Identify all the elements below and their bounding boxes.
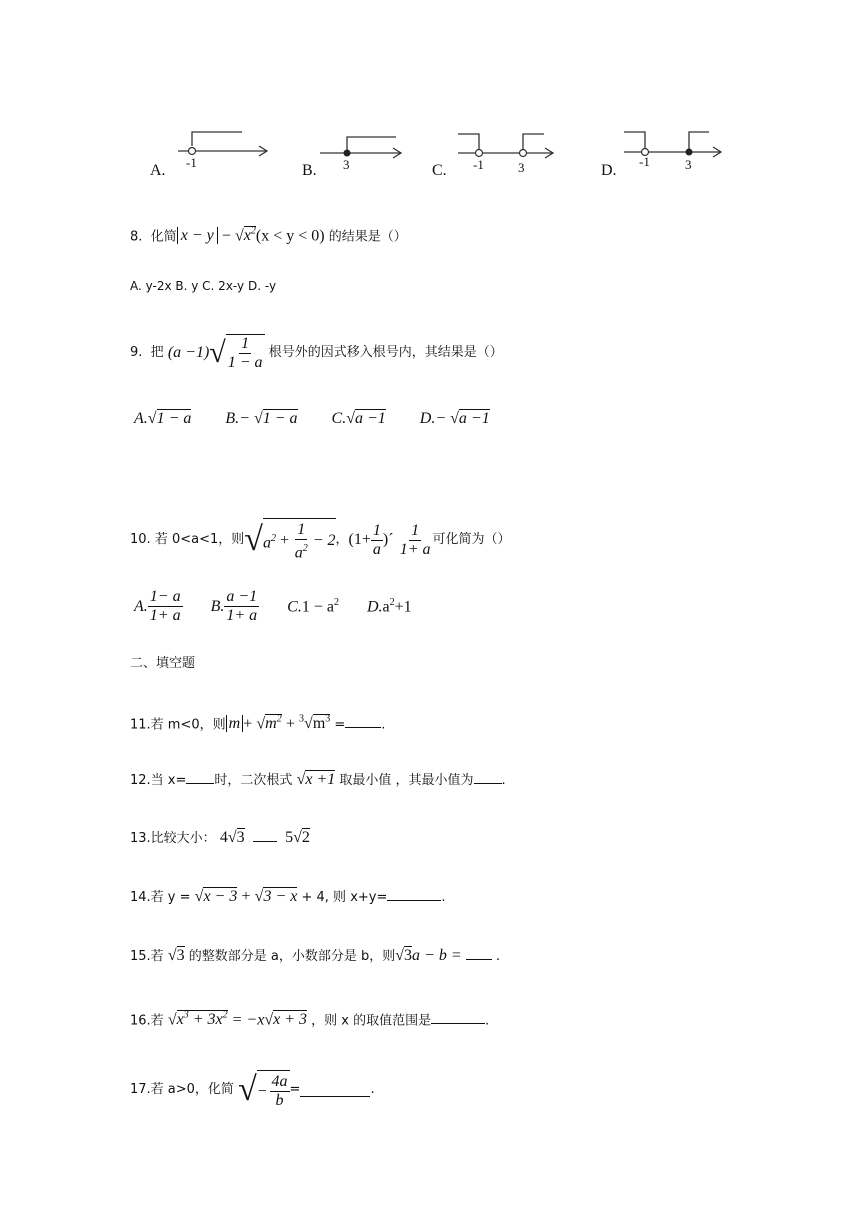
option-c-tick-1: -1 [473, 157, 484, 172]
answer-blank[interactable] [466, 946, 492, 960]
question-13: 13.比较大小： 4√3 5√2 [130, 829, 310, 846]
option-c-label: C. [432, 162, 447, 179]
question-10: 10. 若 0<a<1，则 √ $a^2$ + $\frac{1}{a^2}$ − 2 ， (1+ $\frac{1}{a}$ )´ $\frac{1}{1+ a}$ 可化简为（） [130, 515, 511, 565]
answer-blank-min[interactable] [474, 770, 502, 784]
factor: (a −1) [167, 344, 210, 361]
option-b: B. $\frac{a -1}{1+ a}$ [210, 588, 258, 624]
answer-blank[interactable] [253, 828, 277, 842]
question-17: 17.若 a>0，化简 √ − $\frac{4a}{b}$ = . [130, 1071, 375, 1109]
question-9-options [134, 410, 490, 428]
option-a: A.√1 − a [134, 410, 192, 427]
question-8-options: A. y-2x B. y C. 2x-y D. -y [130, 279, 277, 293]
answer-blank[interactable] [345, 714, 381, 728]
option-b-label: B. [302, 162, 317, 179]
option-c: C.√a −1 [331, 410, 386, 427]
option-a-tick: -1 [186, 155, 197, 170]
option-a-label: A. [150, 162, 166, 179]
option-c-tick-2: 3 [518, 160, 525, 175]
option-b: B.− √1 − a [225, 410, 298, 427]
option-d: D.− √a −1 [419, 410, 490, 427]
option-d-tick-1: -1 [639, 154, 650, 169]
option-d: $D.a^2+1$ [366, 596, 412, 616]
sqrt-icon: √ [235, 227, 244, 245]
answer-blank[interactable] [431, 1010, 485, 1024]
option-b-number-line [320, 137, 401, 158]
question-8: 8. 化简 $x - y - √x^2(x$ ˂ y ˂ 0) 的结果是（） [130, 226, 407, 245]
answer-blank-x[interactable] [186, 770, 214, 784]
section-title: 二、填空题 [130, 656, 196, 671]
sqrt-icon: √ [238, 1071, 257, 1108]
answer-blank[interactable] [300, 1083, 370, 1097]
option-c: $C.1 - a^2$ [287, 596, 339, 616]
sqrt-icon: √ [244, 521, 263, 558]
option-a-number-line [178, 132, 267, 156]
question-16: 16.若 $√x^3 + 3x^2 = -x√x + 3$ ，则 x 的取值范围是 . [130, 1010, 490, 1029]
option-d-tick-2: 3 [685, 157, 692, 172]
question-9: 9. 把 (a −1) √ $\frac{1}{1 - a}$ 根号外的因式移入根号内，其结果是（） [130, 335, 503, 371]
answer-blank[interactable] [387, 887, 441, 901]
abs-expression: x − y [177, 227, 218, 244]
question-14: 14.若 y = √x − 3 + √3 − x + 4, 则 x+y= . [130, 888, 446, 905]
sqrt-icon: √ [209, 336, 226, 369]
q7-number-line-options [0, 120, 860, 190]
question-12: 12.当 x= 时，二次根式 √x +1 取最小值 ，其最小值为 . [130, 771, 506, 788]
option-c-number-line [458, 134, 553, 158]
option-b-tick: 3 [343, 157, 350, 172]
option-a: A. $\frac{1- a}{1+ a}$ [134, 588, 181, 624]
question-15: 15.若 √3 的整数部分是 a，小数部分是 b，则√3a − b = . [130, 947, 501, 964]
question-10-options [134, 588, 412, 625]
question-11: 11.若 m<0，则 $m + √m^2 + ^3√m^3$ = . [130, 714, 386, 733]
option-d-label: D. [601, 162, 617, 179]
